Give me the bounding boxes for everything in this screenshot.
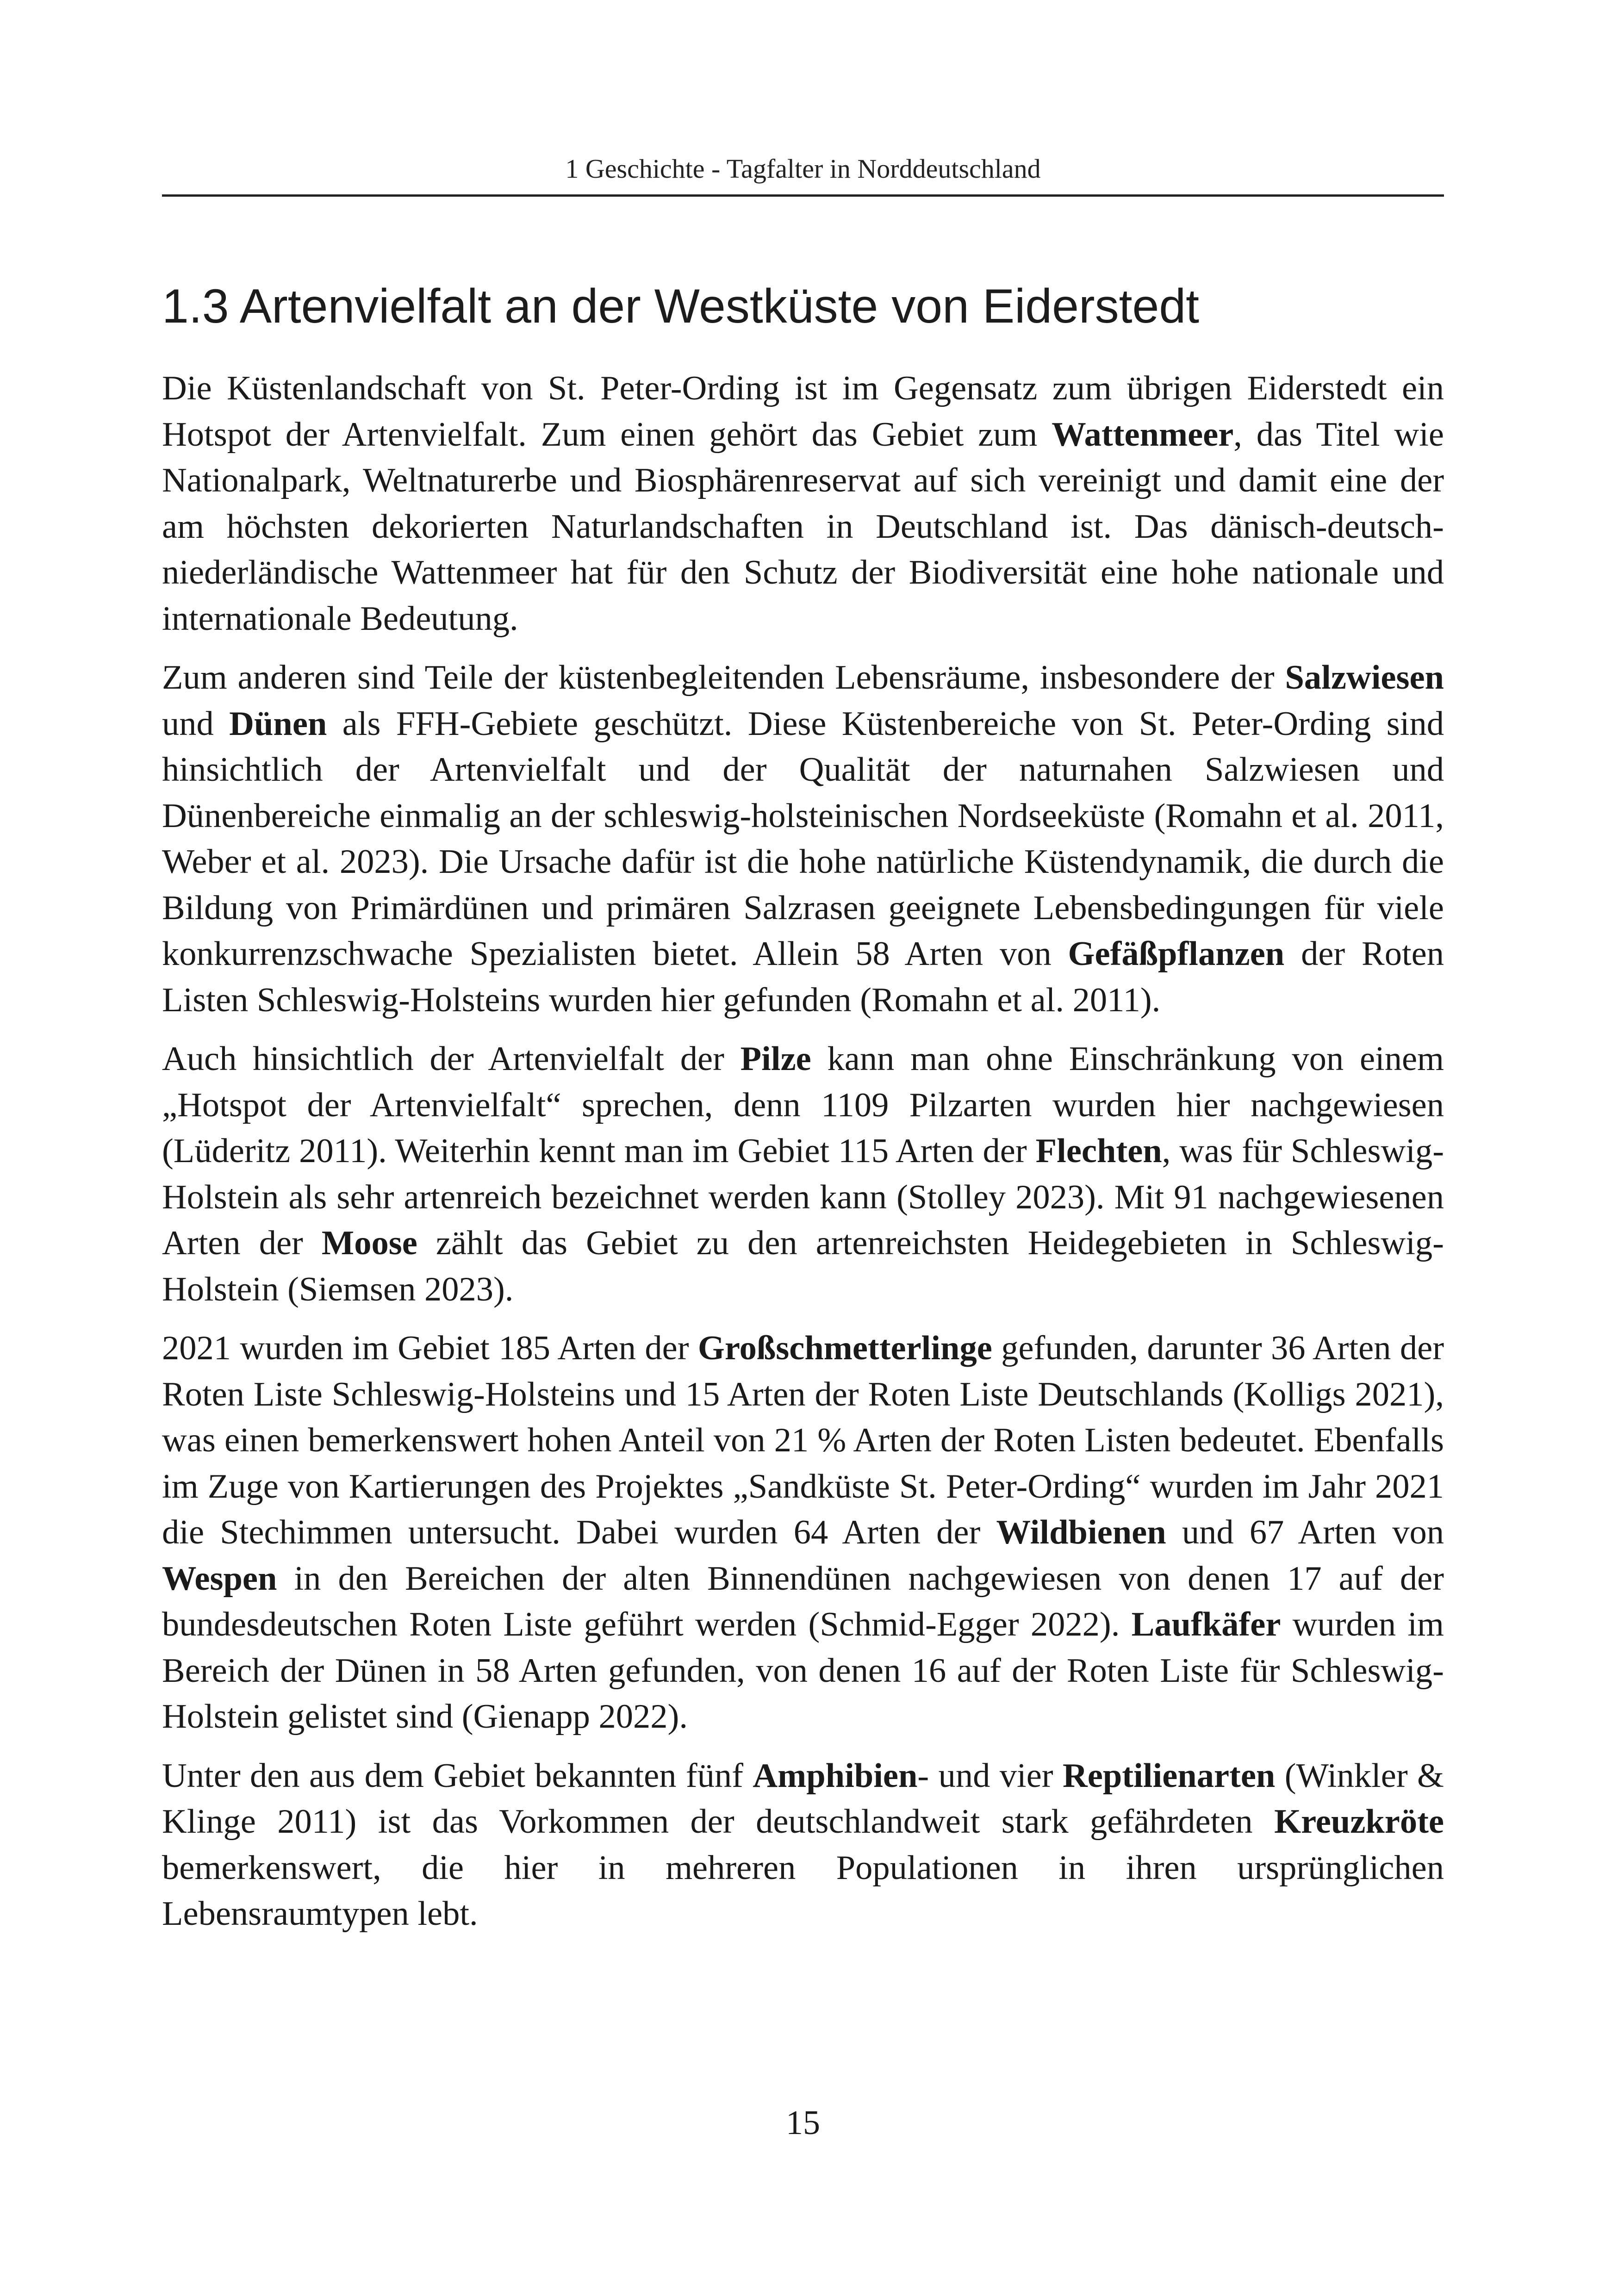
page-number: 15 [786, 2104, 820, 2142]
text-run: Auch hinsichtlich der Artenvielfalt der [162, 1040, 741, 1078]
paragraph-salzwiesen [162, 655, 1444, 1023]
text-run: kann man ohne Einschränkung von einem „Hotspot der Artenvielfalt“ sprechen, denn 1109 Pilzarten wurden hier nachgewiesen (Lüderitz 2011). Weiterhin kennt man im Gebiet 115 Arten der [162, 1040, 1444, 1170]
body-text [162, 366, 1444, 1950]
section-title: 1.3 Artenvielfalt an der Westküste von Eiderstedt [162, 280, 1200, 333]
running-header: 1 Geschichte - Tagfalter in Norddeutschland [565, 154, 1041, 184]
text-run: Unter den aus dem Gebiet bekannten fünf [162, 1756, 753, 1795]
text-run: wurden im Bereich der Dünen in 58 Arten gefunden, von denen 16 auf der Roten Liste für Schleswig-Holstein gelistet sind (Gienapp 2022). [162, 1605, 1444, 1736]
paragraph-amphibien [162, 1753, 1444, 1937]
bold-term: Kreuzkröte [1274, 1803, 1444, 1841]
paragraph-wattenmeer [162, 366, 1444, 642]
bold-term: Gefäßpflanzen [1068, 935, 1285, 973]
bold-term: Reptilienarten [1062, 1756, 1276, 1795]
bold-term: Flechten [1035, 1132, 1162, 1170]
text-run: 2021 wurden im Gebiet 185 Arten der [162, 1329, 698, 1367]
text-run: , das Titel wie Nationalpark, Weltnaturerbe und Biosphärenreservat auf sich vereinigt und damit eine der am höchsten dekorierten Naturlandschaften in Deutschland ist. Das dänisch-deutsch-niederländische Wattenmeer hat für den Schutz der Biodiversität eine hohe nationale und internationale Bedeutung. [162, 415, 1444, 638]
text-run: der Roten Listen Schleswig-Holsteins wurden hier gefunden (Romahn et al. 2011). [162, 935, 1444, 1019]
header-rule [162, 194, 1444, 197]
text-run: gefunden, darunter 36 Arten der Roten Liste Schleswig-Holsteins und 15 Arten der Roten Liste Deutschlands (Kolligs 2021), was einen bemerkenswert hohen Anteil von 21 % Arten der Roten Listen bedeutet. Ebenfalls im Zuge von Kartierungen des Projektes „Sandküste St. Peter-Ording“ wurden im Jahr 2021 die Stechimmen untersucht. Dabei wurden 64 Arten der [162, 1329, 1444, 1551]
bold-term: Großschmetterlinge [697, 1329, 992, 1367]
text-run: als FFH-Gebiete geschützt. Diese Küstenbereiche von St. Peter-Ording sind hinsichtlich der Artenvielfalt und der Qualität der naturnahen Salzwiesen und Dünenbereiche einmalig an der schleswig-holsteinischen Nordseeküste (Romahn et al. 2011, Weber et al. 2023). Die Ursache dafür ist die hohe natürliche Küstendynamik, die durch die Bildung von Primärdünen und primären Salzrasen geeignete Lebensbedingungen für viele konkurrenzschwache Spezialisten bietet. Allein 58 Arten von [162, 704, 1444, 973]
bold-term: Pilze [740, 1040, 811, 1078]
bold-term: Wildbienen [996, 1513, 1166, 1551]
bold-term: Amphibien [753, 1756, 918, 1795]
text-run: und [162, 704, 230, 743]
paragraph-pilze [162, 1036, 1444, 1313]
bold-term: Dünen [229, 704, 327, 743]
text-run: zählt das Gebiet zu den artenreichsten Heidegebieten in Schleswig-Holstein (Siemsen 2023). [162, 1224, 1444, 1308]
text-run: Zum anderen sind Teile der küstenbegleitenden Lebensräume, insbesondere der [162, 659, 1285, 697]
bold-term: Wattenmeer [1052, 415, 1234, 454]
text-run: bemerkenswert, die hier in mehreren Populationen in ihren ursprünglichen Lebensraumtypen lebt. [162, 1848, 1444, 1933]
paragraph-insekten [162, 1325, 1444, 1740]
text-run: Die Küstenlandschaft von St. Peter-Ording ist im Gegensatz zum übrigen Eiderstedt ein Hotspot der Artenvielfalt. Zum einen gehört das Gebiet zum [162, 369, 1444, 454]
text-run: und 67 Arten von [1166, 1513, 1444, 1551]
bold-term: Wespen [162, 1559, 277, 1598]
bold-term: Moose [321, 1224, 417, 1262]
bold-term: Salzwiesen [1285, 659, 1444, 697]
bold-term: Laufkäfer [1131, 1605, 1281, 1643]
text-run: (Winkler & Klinge 2011) ist das Vorkommen der deutschlandweit stark gefährdeten [162, 1756, 1444, 1841]
text-run: in den Bereichen der alten Binnendünen nachgewiesen von denen 17 auf der bundesdeutschen Roten Liste geführt werden (Schmid-Egger 2022). [162, 1559, 1444, 1643]
text-run: - und vier [917, 1756, 1063, 1795]
text-run: , was für Schleswig-Holstein als sehr artenreich bezeichnet werden kann (Stolley 2023). Mit 91 nachgewiesenen Arten der [162, 1132, 1444, 1262]
